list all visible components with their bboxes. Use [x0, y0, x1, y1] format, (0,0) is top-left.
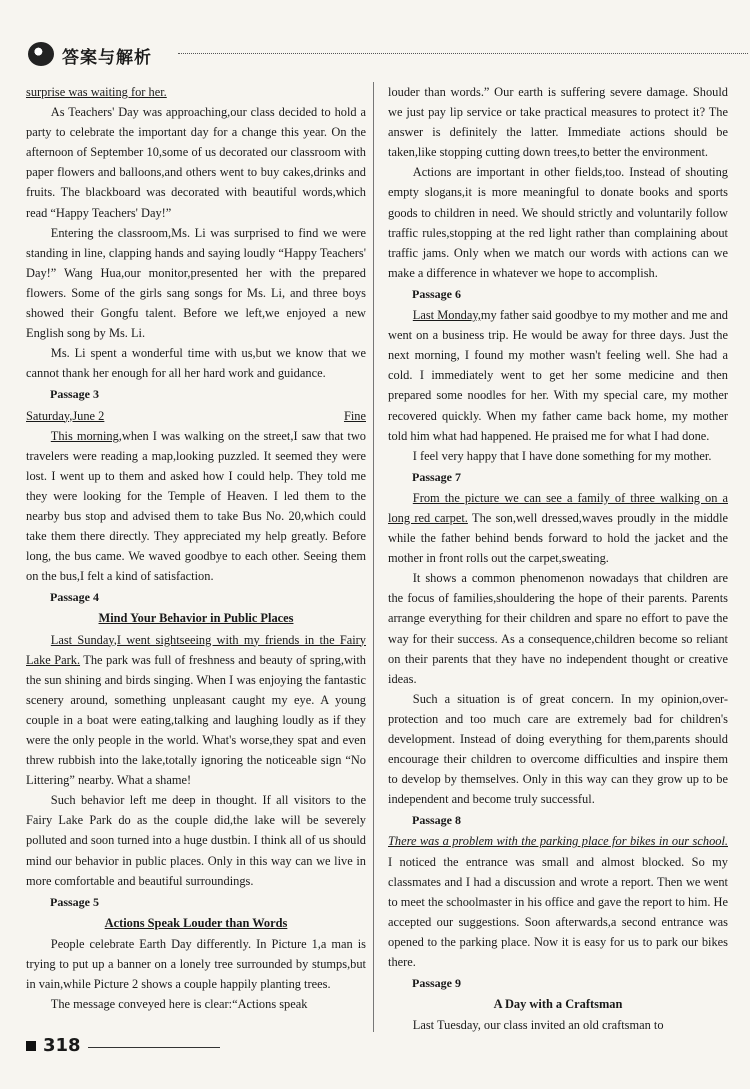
diary-dateline — [26, 406, 366, 426]
passage9-heading: Passage 9 — [412, 976, 461, 991]
passage6-heading: Passage 6 — [412, 286, 461, 301]
passage2-paragraph: Entering the classroom,Ms. Li was surprised to find we were standing in line, clapping hands and saying loudly “Happy Teachers' Day!” Wang Hua,our monitor,presented her with the prepared flowers. Some of the girls sang songs for Ms. Li, and three boys showed their Gongfu talent. Before we left,we enjoyed a new English song by Ms. Li. — [26, 225, 366, 341]
passage8-paragraph — [388, 831, 728, 972]
passage3-lead: This morning, — [50, 428, 122, 443]
passage2-paragraph: As Teachers' Day was approaching,our class decided to hold a party to celebrate the important day for a change this year. On the afternoon of September 10,some of us decorated our classroom with paper flowers and balloons,and others went to buy cakes,drinks and fruits. The blackboard was decorated with beautiful words,which read “Happy Teachers' Day!” — [26, 105, 366, 220]
passage7-paragraph — [388, 488, 728, 568]
passage7-text: The son,well dressed,waves proudly in the middle while the father behind bends forward to hold the jacket and the mother in front rolls out the carpet,sweating. — [388, 510, 729, 566]
passage5-continuation: louder than words.” Our earth is suffering severe damage. Should we just pay lip service or take practical measures to protect it? The answer is definitely the latter. Immediate actions should be taken,like stopping cutting down trees,to better the environment. — [388, 85, 728, 160]
passage8-lead: There was a problem with the parking place for bikes in our school. — [388, 834, 728, 849]
passage6-text: my father said goodbye to my mother and me and went on a business trip. He would be away for three days. Just the next morning, I found my mother wasn't feeling well. She had a cold. I immediately went to get her some medicine and then prepared some noodles for her. With my special care, my mother recovered quickly. When my father came back home, my mother told him what had happened. He praised me for what I had done. — [388, 308, 729, 443]
book-logo-icon — [28, 42, 54, 66]
passage2-paragraph: Ms. Li spent a wonderful time with us,but we know that we cannot thank her enough for all her hard work and guidance. — [26, 346, 366, 381]
passage9-title: A Day with a Craftsman — [493, 997, 623, 1012]
diary-date: Saturday,June 2 — [26, 408, 105, 423]
passage3-text: when I was walking on the street,I saw that two travelers were reading a map,looking puzzled. It seemed they were lost. I went up to them and asked how I could help. They told me they were looking for the Temple of Heaven. I led them to the nearby bus stop and advised them to take Bus No. 20,which could take them there directly. They appreciated my help greatly. Before long, the bus came. We waved goodbye to each other. Seeing them on the bus,I felt a kind of satisfaction. — [26, 428, 366, 584]
right-column — [388, 82, 728, 1035]
passage5-title: Actions Speak Louder than Words — [104, 915, 288, 930]
passage5-heading: Passage 5 — [50, 894, 99, 909]
passage8-heading: Passage 8 — [412, 813, 461, 828]
passage7-paragraph: It shows a common phenomenon nowadays that children are the focus of families,shouldering the hope of their parents. Parents arrange everything for their children and spare no effort to pave the way for their success. As a consequence,children become so reliant on their parents that they have no independent thought or creative ideas. — [388, 571, 728, 686]
passage7-paragraph: Such a situation is of great concern. In my opinion,over-protection and too much care are extremely bad for children's development. Instead of doing everything for them,parents should encourage their children to overcome difficulties and inspire them to develop by themselves. Only in this way can they grow up to be independent and become truly successful. — [388, 691, 728, 807]
column-divider — [373, 82, 374, 1032]
page-header — [28, 40, 728, 70]
page-footer — [26, 1037, 326, 1067]
header-title: 答案与解析 — [62, 48, 152, 68]
left-column — [26, 82, 366, 1014]
passage4-paragraph: Such behavior left me deep in thought. If all visitors to the Fairy Lake Park do as the couple did,the lake will be severely polluted and soon turned into a huge dustbin. I think all of us should mind our behavior in public places. Only in this way can we live in more comfortable and beautiful surroundings. — [26, 793, 366, 888]
passage4-lead: Last Sunday,I went sightseeing with my friends in the Fairy Lake Park. — [26, 632, 366, 667]
passage5-paragraph: People celebrate Earth Day differently. In Picture 1,a man is trying to put up a banner on a lonely tree surrounded by stumps,but in vain,while Picture 2 shows a couple happily planting trees. — [26, 936, 366, 992]
passage7-lead: From the picture we can see a family of three walking on a long red carpet. — [388, 490, 728, 525]
passage5-paragraph: The message conveyed here is clear:“Actions speak — [50, 997, 308, 1012]
passage6-paragraph: I feel very happy that I have done something for my mother. — [412, 448, 712, 463]
passage7-heading: Passage 7 — [412, 469, 461, 484]
passage4-title: Mind Your Behavior in Public Places — [98, 611, 294, 626]
square-bullet-icon — [26, 1041, 36, 1051]
passage5-paragraph: Actions are important in other fields,too. Instead of shouting empty slogans,it is more meaningful to donate books and sports goods to children in need. We should strictly and voluntarily follow traffic rules,stopping at the red light rather than complaining about traffic jams. Only when we match our words with actions can we make a difference in whatever we hope to accomplish. — [388, 165, 728, 280]
passage2-ending-line: surprise was waiting for her. — [26, 85, 167, 99]
header-dotted-rule — [178, 53, 748, 54]
passage3-paragraph — [26, 426, 366, 587]
passage4-text: The park was full of freshness and beauty of spring,with the sun shining and birds singing. When I was enjoying the fantastic scenery around, something unpleasant caught my eye. A young couple in a boat were eating,talking and laughing loudly as if they were the only people in the world. What's worse,they spat and even threw rubbish into the lake,totally ignoring the noticeable sign “No Littering” nearby. What a shame! — [26, 652, 367, 788]
passage4-heading: Passage 4 — [50, 590, 99, 605]
passage3-heading: Passage 3 — [50, 387, 99, 402]
diary-weather: Fine — [343, 408, 366, 423]
passage9-paragraph: Last Tuesday, our class invited an old craftsman to — [412, 1018, 664, 1033]
footer-rule — [88, 1047, 220, 1048]
passage4-paragraph — [26, 630, 366, 791]
passage8-text: I noticed the entrance was small and almost blocked. So my classmates and I had a discussion and wrote a report. Then we went to meet the schoolmaster in his office and gave the report to him. He accepted our suggestions. Soon afterwards,a second entrance was opened to the parking place. Now it is easy for us to park our bikes there. — [388, 854, 728, 970]
passage6-paragraph — [388, 305, 728, 446]
page-number: 318 — [43, 1035, 81, 1056]
passage6-lead: Last Monday, — [412, 308, 481, 323]
